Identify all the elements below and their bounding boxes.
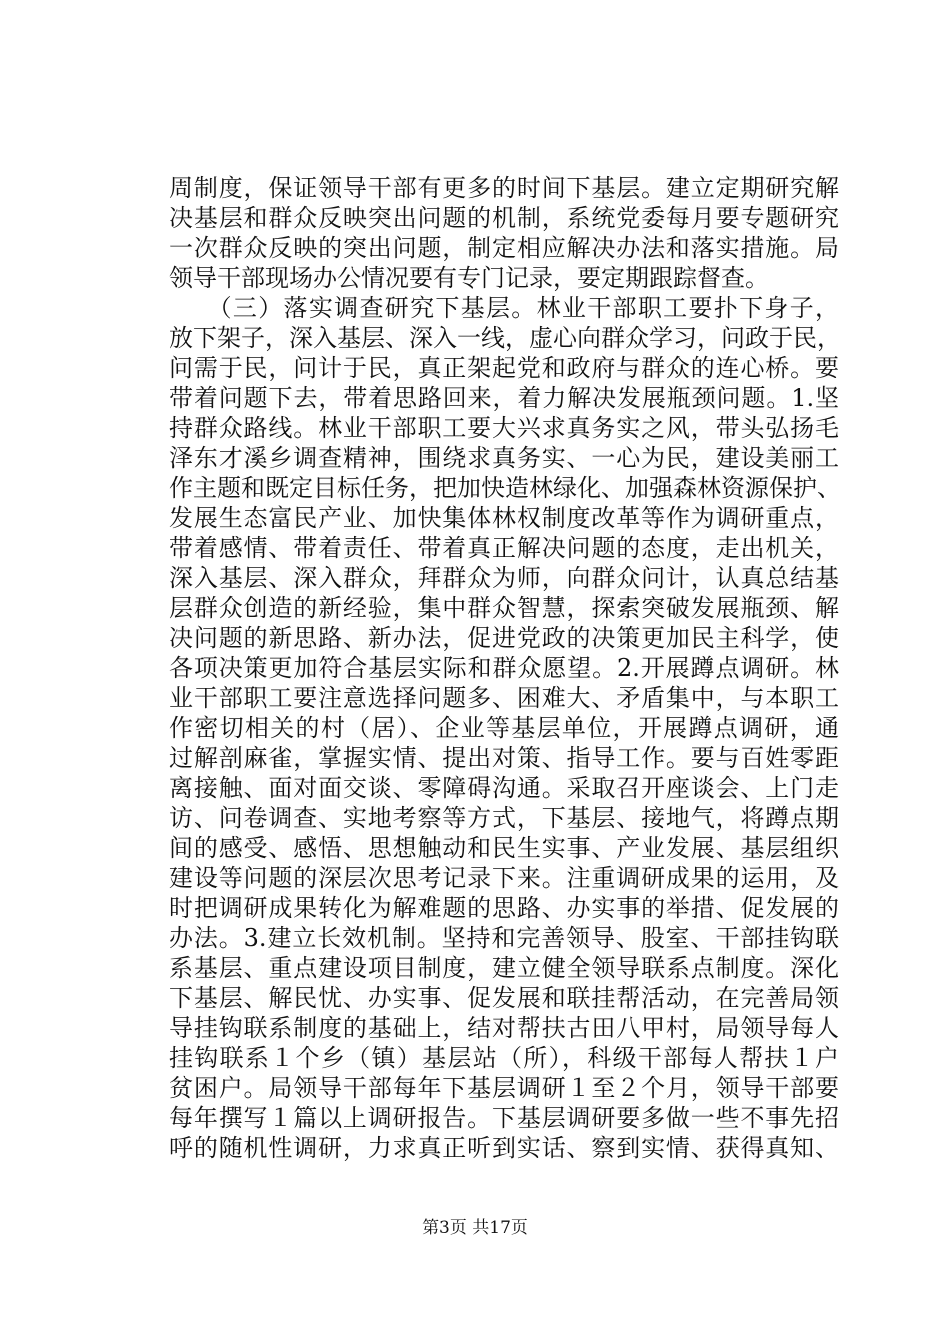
text-line: 系基层、重点建设项目制度，建立健全领导联系点制度。深化 [169,954,839,982]
text-line: 持群众路线。林业干部职工要大兴求真务实之风，带头弘扬毛 [169,414,839,442]
text-line: 带着问题下去，带着思路回来，着力解决发展瓶颈问题。1.坚 [169,384,839,412]
text-line: 一次群众反映的突出问题，制定相应解决办法和落实措施。局 [169,234,839,262]
text-line: 决基层和群众反映突出问题的机制，系统党委每月要专题研究 [169,204,839,232]
text-line: 离接触、面对面交谈、零障碍沟通。采取召开座谈会、上门走 [169,774,839,802]
text-line: 放下架子，深入基层、深入一线，虚心向群众学习，问政于民， [169,324,841,352]
text-line: 过解剖麻雀，掌握实情、提出对策、指导工作。要与百姓零距 [169,744,839,772]
text-line: 作主题和既定目标任务，把加快造林绿化、加强森林资源保护、 [169,474,841,502]
text-line: 各项决策更加符合基层实际和群众愿望。2.开展蹲点调研。林 [169,654,839,682]
text-line: 访、问卷调查、实地考察等方式，下基层、接地气，将蹲点期 [169,804,839,832]
text-line: 深入基层、深入群众，拜群众为师，向群众问计，认真总结基 [169,564,839,592]
text-line: 问需于民，问计于民，真正架起党和政府与群众的连心桥。要 [169,354,839,382]
text-line: 下基层、解民忧、办实事、促发展和联挂帮活动，在完善局领 [169,984,839,1012]
text-line: 泽东才溪乡调查精神，围绕求真务实、一心为民，建设美丽工 [169,444,839,472]
text-line: 带着感情、带着责任、带着真正解决问题的态度，走出机关， [169,534,839,562]
body-text [169,173,839,1163]
text-line: 导挂钩联系制度的基础上，结对帮扶古田八甲村，局领导每人 [169,1014,839,1042]
text-line: 挂钩联系１个乡（镇）基层站（所），科级干部每人帮扶１户 [169,1044,839,1072]
text-line: 办法。3.建立长效机制。坚持和完善领导、股室、干部挂钩联 [169,924,839,952]
text-line: 发展生态富民产业、加快集体林权制度改革等作为调研重点， [169,504,839,532]
text-line: 层群众创造的新经验，集中群众智慧，探索突破发展瓶颈、解 [169,594,839,622]
text-line: 呼的随机性调研，力求真正听到实话、察到实情、获得真知、 [169,1134,839,1162]
text-line: 作密切相关的村（居）、企业等基层单位，开展蹲点调研，通 [169,714,839,742]
text-line: 时把调研成果转化为解难题的思路、办实事的举措、促发展的 [169,894,839,922]
page-footer: 第3页 共17页 [422,1218,528,1238]
text-line: 贫困户。局领导干部每年下基层调研１至２个月，领导干部要 [169,1074,839,1102]
text-line: 建设等问题的深层次思考记录下来。注重调研成果的运用，及 [169,864,839,892]
text-line: 决问题的新思路、新办法，促进党政的决策更加民主科学，使 [169,624,839,652]
text-line: 间的感受、感悟、思想触动和民生实事、产业发展、基层组织 [169,834,839,862]
text-line: 周制度，保证领导干部有更多的时间下基层。建立定期研究解 [169,174,839,202]
text-line: 领导干部现场办公情况要有专门记录，要定期跟踪督查。 [169,264,769,292]
text-line: （三）落实调查研究下基层。林业干部职工要扑下身子， [169,294,839,322]
text-line: 每年撰写１篇以上调研报告。下基层调研要多做一些不事先招 [169,1104,839,1132]
text-line: 业干部职工要注意选择问题多、困难大、矛盾集中，与本职工 [169,684,839,712]
